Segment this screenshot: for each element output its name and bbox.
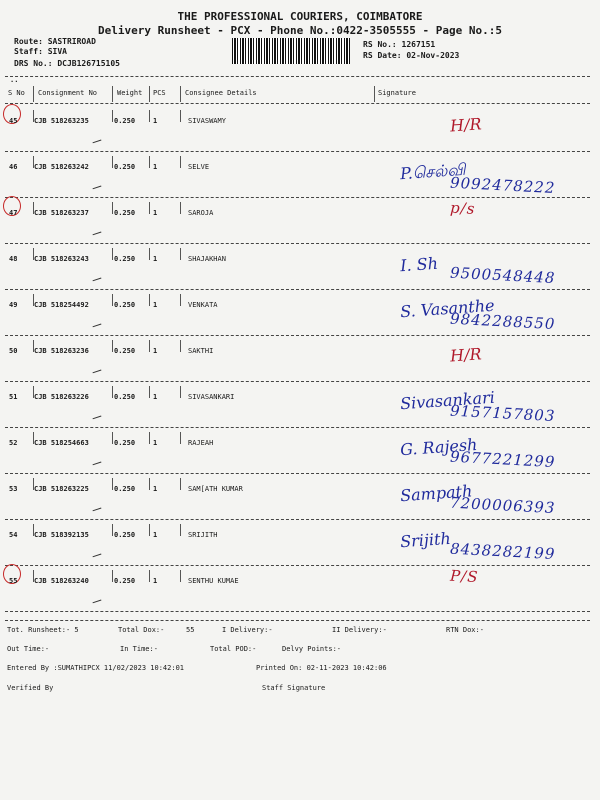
handwritten-note: 8438282199 [449, 539, 556, 564]
pcs: 1 [153, 577, 158, 585]
consignee-name: SELVE [188, 163, 210, 171]
total-pod: Total POD:- [210, 645, 257, 653]
col-sep [112, 294, 113, 306]
pcs: 1 [153, 485, 158, 493]
consignment-no: CJB 518254663 [34, 439, 89, 447]
handwritten-signature [380, 112, 580, 152]
tick-mark [92, 275, 102, 282]
pcs: 1 [153, 531, 158, 539]
signature-text: H/R [449, 114, 483, 136]
col-sep [180, 386, 181, 398]
col-sep [180, 478, 181, 490]
sno: 51 [9, 393, 18, 401]
col-sep [33, 202, 34, 214]
col-sep [149, 86, 150, 102]
tick-mark [92, 321, 102, 328]
sno: 54 [9, 531, 18, 539]
col-sep [180, 432, 181, 444]
route-label: Route: SASTRIROAD [14, 37, 96, 46]
consignment-no: CJB 518254492 [34, 301, 89, 309]
rtn-dox: RTN Dox:- [446, 626, 484, 634]
col-sep [112, 340, 113, 352]
weight: 0.250 [114, 209, 136, 217]
col-sep [33, 432, 34, 444]
col-sep [112, 86, 113, 102]
tick-mark [92, 367, 102, 374]
weight: 0.250 [114, 117, 136, 125]
pcs: 1 [153, 347, 158, 355]
col-sep [149, 386, 150, 398]
pcs: 1 [153, 163, 158, 171]
i-delivery: I Delivery:- [222, 626, 273, 634]
entered-by: Entered By :SUMATHIPCX 11/02/2023 10:42:01 [7, 664, 185, 672]
tick-mark [92, 229, 102, 236]
col-sep [112, 386, 113, 398]
table-row [0, 338, 600, 384]
pcs: 1 [153, 209, 158, 217]
col-sep [149, 294, 150, 306]
tick-mark [92, 137, 102, 144]
col-sep [149, 570, 150, 582]
consignment-no: CJB 518263235 [34, 117, 89, 125]
tick-mark [92, 505, 102, 512]
consignment-no: CJB 518392135 [34, 531, 89, 539]
tick-mark [92, 459, 102, 466]
col-sep [180, 86, 181, 102]
col-sep [112, 478, 113, 490]
col-signature: Signature [378, 89, 416, 97]
pcs: 1 [153, 255, 158, 263]
barcode [232, 38, 350, 64]
signature-text: Sivasankari [399, 387, 496, 414]
col-sep [112, 110, 113, 122]
consignment-no: CJB 518263240 [34, 577, 89, 585]
sno: 45 [9, 117, 18, 125]
consignment-no: CJB 518263243 [34, 255, 89, 263]
handwritten-signature [380, 566, 580, 612]
consignment-no: CJB 518263226 [34, 393, 89, 401]
weight: 0.250 [114, 439, 136, 447]
drs-number: DRS No.: DCJB126715105 [14, 59, 120, 68]
table-row [0, 522, 600, 568]
delvy-points: Delvy Points:- [282, 645, 342, 653]
tick-mark [92, 413, 102, 420]
weight: 0.250 [114, 485, 136, 493]
handwritten-signature [380, 250, 580, 290]
handwritten-note: 9677221299 [449, 447, 556, 472]
handwritten-signature [380, 342, 580, 382]
col-weight: Weight [117, 89, 143, 97]
col-sep [112, 202, 113, 214]
col-consignment: Consignment No [38, 89, 98, 97]
divider [5, 620, 590, 621]
col-sep [149, 156, 150, 168]
col-sep [149, 248, 150, 260]
col-sep [112, 248, 113, 260]
handwritten-signature [380, 198, 580, 244]
tick-mark [92, 597, 102, 604]
runsheet-subtitle: Delivery Runsheet - PCX - Phone No.:0422-3505555 - Page No.:5 [98, 24, 502, 37]
total-dox-label: Total Dox:- [118, 626, 165, 634]
verified-by: Verified By [7, 684, 54, 692]
tot-runsheet: Tot. Runsheet:- 5 [7, 626, 79, 634]
rs-date: RS Date: 02-Nov-2023 [363, 51, 460, 60]
pcs: 1 [153, 439, 158, 447]
handwritten-signature [380, 526, 580, 566]
col-sep [33, 478, 34, 490]
handwritten-signature [380, 296, 580, 336]
weight: 0.250 [114, 577, 136, 585]
col-sep [180, 570, 181, 582]
consignment-no: CJB 518263236 [34, 347, 89, 355]
col-sep [33, 294, 34, 306]
handwritten-note: p/s [449, 198, 476, 218]
handwritten-signature [380, 158, 580, 198]
col-sep [33, 570, 34, 582]
col-sep [180, 248, 181, 260]
weight: 0.250 [114, 301, 136, 309]
col-sep [180, 202, 181, 214]
col-sep [149, 202, 150, 214]
consignment-no: CJB 518263237 [34, 209, 89, 217]
consignee-name: SAROJA [188, 209, 214, 217]
table-row [0, 154, 600, 200]
staff-label: Staff: SIVA [14, 47, 67, 56]
col-sep [33, 110, 34, 122]
weight: 0.250 [114, 255, 136, 263]
signature-text: Sampath [399, 481, 473, 506]
sno: 49 [9, 301, 18, 309]
sno: 55 [9, 577, 18, 585]
dots: .. [10, 76, 19, 84]
ii-delivery: II Delivery:- [332, 626, 387, 634]
col-sep [33, 524, 34, 536]
signature-text: H/R [449, 344, 483, 366]
col-pcs: PCS [153, 89, 166, 97]
table-row [0, 246, 600, 292]
tick-mark [92, 551, 102, 558]
col-sep [33, 340, 34, 352]
weight: 0.250 [114, 393, 136, 401]
handwritten-note: 9842288550 [449, 309, 556, 334]
pcs: 1 [153, 117, 158, 125]
col-sep [180, 110, 181, 122]
in-time: In Time:- [120, 645, 158, 653]
weight: 0.250 [114, 347, 136, 355]
col-sep [180, 156, 181, 168]
consignee-name: SAKTHI [188, 347, 214, 355]
out-time: Out Time:- [7, 645, 50, 653]
col-sep [112, 524, 113, 536]
printed-on: Printed On: 02-11-2023 10:42:06 [256, 664, 387, 672]
table-row [0, 200, 600, 246]
handwritten-note: 9157157803 [449, 401, 556, 426]
sno: 50 [9, 347, 18, 355]
sno: 52 [9, 439, 18, 447]
sno: 48 [9, 255, 18, 263]
col-sep [149, 524, 150, 536]
col-sep [149, 340, 150, 352]
rs-number: RS No.: 1267151 [363, 40, 436, 49]
col-sep [149, 478, 150, 490]
col-sno: S No [8, 89, 25, 97]
sno: 53 [9, 485, 18, 493]
table-row [0, 568, 600, 614]
consignee-name: SENTHU KUMAE [188, 577, 239, 585]
total-dox-value: 55 [186, 626, 195, 634]
signature-text: S. Vasanthe [399, 295, 496, 322]
consignee-name: SIVASANKARI [188, 393, 235, 401]
company-title: THE PROFESSIONAL COURIERS, COIMBATORE [177, 10, 423, 23]
consignee-name: RAJEAH [188, 439, 214, 447]
col-sep [33, 86, 34, 102]
table-row [0, 384, 600, 430]
col-sep [112, 570, 113, 582]
divider [5, 76, 590, 77]
table-row [0, 430, 600, 476]
col-sep [33, 386, 34, 398]
sno: 46 [9, 163, 18, 171]
consignee-name: VENKATA [188, 301, 218, 309]
handwritten-note: 9092478222 [449, 173, 556, 198]
weight: 0.250 [114, 531, 136, 539]
col-sep [112, 432, 113, 444]
col-consignee: Consignee Details [185, 89, 257, 97]
col-sep [149, 110, 150, 122]
consignee-name: SIVASWAMY [188, 117, 226, 125]
handwritten-note: 9500548448 [449, 263, 556, 288]
col-sep [33, 248, 34, 260]
col-sep [149, 432, 150, 444]
weight: 0.250 [114, 163, 136, 171]
handwritten-note: P/S [449, 566, 479, 587]
signature-text: G. Rajesh [399, 434, 478, 460]
tick-mark [92, 183, 102, 190]
pcs: 1 [153, 301, 158, 309]
table-row [0, 108, 600, 154]
col-sep [112, 156, 113, 168]
col-sep [33, 156, 34, 168]
table-row [0, 476, 600, 522]
col-sep [180, 340, 181, 352]
staff-signature: Staff Signature [262, 684, 326, 692]
consignee-name: SAM[ATH KUMAR [188, 485, 243, 493]
handwritten-signature [380, 480, 580, 520]
handwritten-note: 7200006393 [449, 493, 556, 518]
signature-text: Srijith [399, 528, 452, 552]
col-sep [180, 524, 181, 536]
divider [5, 103, 590, 104]
consignee-name: SHAJAKHAN [188, 255, 226, 263]
sno: 47 [9, 209, 18, 217]
consignment-no: CJB 518263242 [34, 163, 89, 171]
col-sep [374, 86, 375, 102]
consignment-no: CJB 518263225 [34, 485, 89, 493]
handwritten-signature [380, 388, 580, 428]
handwritten-signature [380, 434, 580, 474]
signature-text: P.செல்வி [399, 159, 467, 184]
table-row [0, 292, 600, 338]
pcs: 1 [153, 393, 158, 401]
col-sep [180, 294, 181, 306]
consignee-name: SRIJITH [188, 531, 218, 539]
signature-text: I. Sh [399, 253, 439, 276]
